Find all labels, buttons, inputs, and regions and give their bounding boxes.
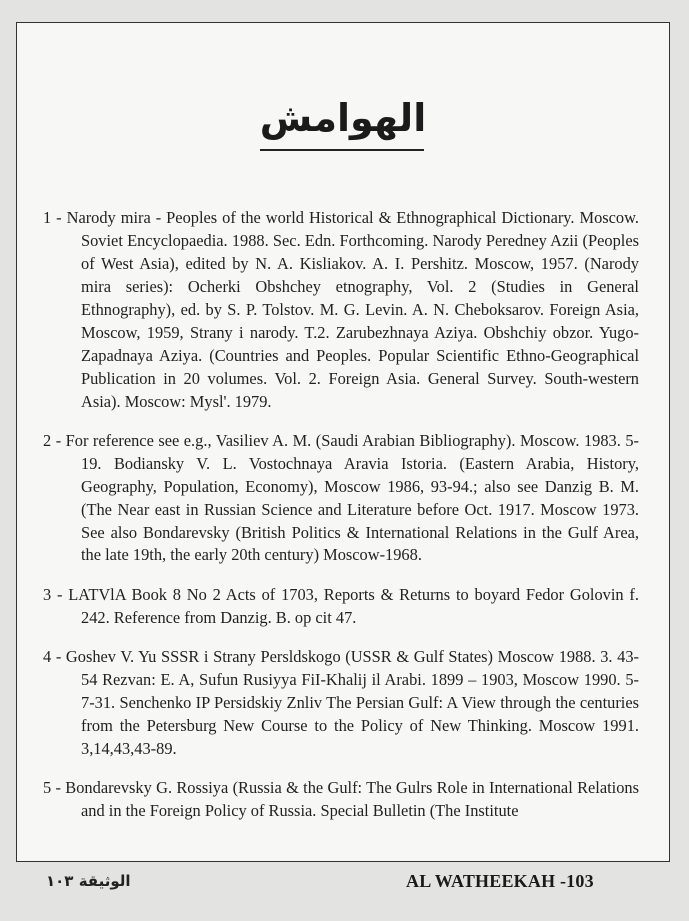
footnote-5: 5 - Bondarevsky G. Rossiya (Russia & the Gulf: The Gulrs Role in International Relations and in the Foreign Policy of Russia. Special Bulletin (The Institute [43, 777, 639, 820]
footnotes-list [43, 191, 639, 832]
footer-page-label: AL WATHEEKAH -103 [406, 871, 594, 891]
footnote-1: 1 - Narody mira - Peoples of the world Historical & Ethnographical Dictionary. Moscow. Soviet Encyclopaedia. 1988. Sec. Edn. Forthcoming. Narody Peredney Azii (Peoples of West Asia), edited by N. A. Kisliakov. A. I. Pershitz. Moscow, 1957. (Narody mira series): Ocherki Obshchey etnography, Vol. 2 (Studies in General Ethnography), ed. by S. P. Tolstov. M. G. Levin. A. N. Cheboksarov. Foreign Asia, Moscow, 1959, Strany i narody. T.2. Zarubezhnaya Aziya. Obshchiy obzor. Yugo-Zapadnaya Aziya. (Countries and Peoples. Popular Scientific Ethno-Geographical Publication in 20 volumes. Vol. 2. Foreign Asia. General Survey. South-western Asia). Moscow: Mysl'. 1979. [43, 208, 639, 411]
content-frame [16, 22, 670, 862]
footer-arabic-page-label: الوثيقة ١٠٣ [46, 872, 131, 890]
footnote-4: 4 - Goshev V. Yu SSSR i Strany Persldskogo (USSR & Gulf States) Moscow 1988. 3. 43-54 Rezvan: E. A, Sufun Rusiyya FiI-Khalij il Arabi. 1899 – 1903, Moscow 1990. 5-7-31. Senchenko IP Persidskiy Znliv The Persian Gulf: A View through the centuries from the Petersburg New Course to the Policy of New Thinking. Moscow 1991. 3,14,43,43-89. [43, 646, 639, 758]
footnote-2: 2 - For reference see e.g., Vasiliev A. M. (Saudi Arabian Bibliography). Moscow. 1983. 5-19. Bodiansky V. L. Vostochnaya Aravia Istoria. (Eastern Arabia, History, Geography, Population, Economy), Moscow 1986, 93-94.; also see Danzig B. M. (The Near east in Russian Science and Literature before Oct. 1917. Moscow 1973. See also Bondarevsky (British Politics & International Relations in the Gulf Area, the late 19th, the early 20th century) Moscow-1968. [43, 430, 639, 565]
title-underline [260, 149, 424, 151]
page-title: الهوامش [259, 96, 427, 140]
footnote-3: 3 - LATVlA Book 8 No 2 Acts of 1703, Reports & Returns to boyard Fedor Golovin f. 242. Reference from Danzig. B. op cit 47. [43, 584, 639, 627]
